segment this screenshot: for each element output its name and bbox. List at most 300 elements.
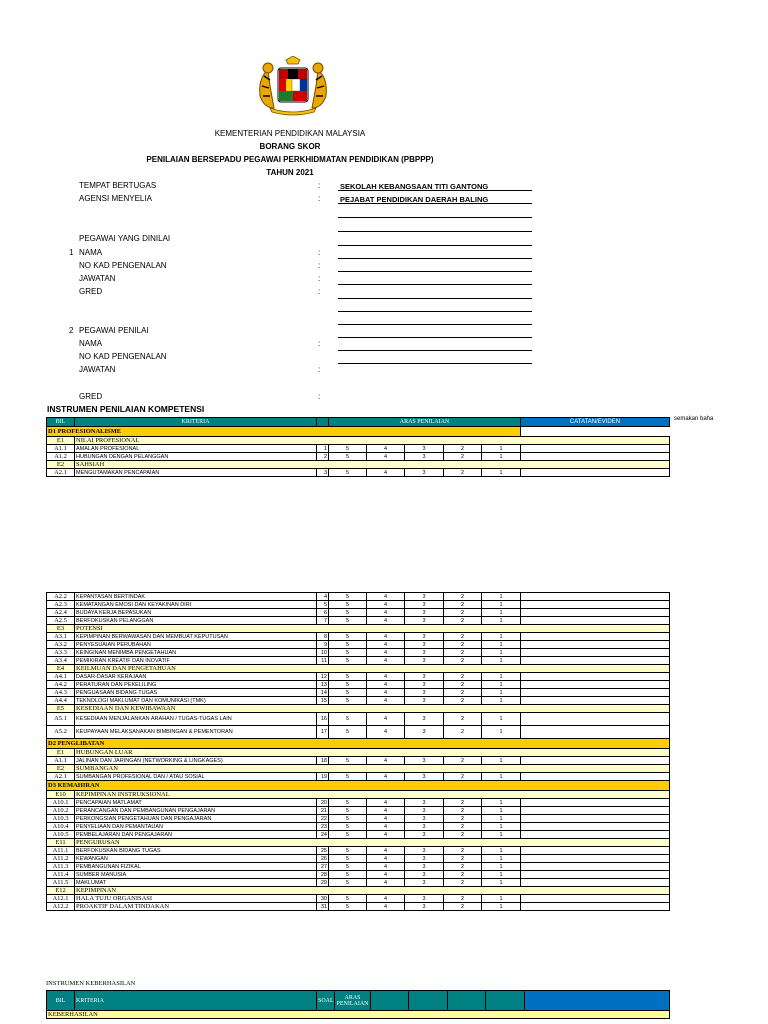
score-cell-3[interactable]: 3 (405, 773, 444, 781)
subsection-code: E4 (47, 665, 75, 673)
criteria-row (47, 807, 670, 815)
catatan-cell[interactable] (521, 657, 670, 665)
kad-label: NO KAD PENGENALAN (79, 261, 167, 270)
criteria-label: PERKONGSIAN PENGETAHUAN DAN PENGAJARAN (75, 815, 317, 823)
score-cell-1[interactable]: 1 (482, 847, 521, 855)
score-cell-2[interactable]: 2 (444, 593, 482, 601)
score-cell-3[interactable]: 3 (405, 641, 444, 649)
subsection-code: E3 (47, 625, 75, 633)
nama-label-2: NAMA (79, 339, 103, 348)
score-cell-5[interactable]: 5 (329, 593, 367, 601)
score-cell-3[interactable]: 3 (405, 617, 444, 625)
score-cell-3[interactable]: 3 (405, 879, 444, 887)
field-line (338, 245, 532, 246)
criteria-code: A2.2 (47, 593, 75, 601)
score-cell-3[interactable]: 3 (405, 847, 444, 855)
score-cell-1[interactable]: 1 (482, 863, 521, 871)
score-cell-1[interactable]: 1 (482, 831, 521, 839)
criteria-row (47, 593, 670, 601)
score-cell-5[interactable]: 5 (329, 681, 367, 689)
score-cell-3[interactable]: 3 (405, 445, 444, 453)
score-cell-4[interactable]: 4 (367, 726, 405, 739)
catatan-cell[interactable] (521, 903, 670, 911)
score-cell-5[interactable]: 5 (329, 657, 367, 665)
score-cell-5[interactable]: 5 (329, 799, 367, 807)
catatan-cell[interactable] (521, 871, 670, 879)
score-cell-1[interactable]: 1 (482, 879, 521, 887)
criteria-row (47, 469, 670, 477)
catatan-cell[interactable] (521, 609, 670, 617)
score-cell-5[interactable]: 5 (329, 601, 367, 609)
score-cell-4[interactable]: 4 (367, 469, 405, 477)
criteria-label: KEPANTASAN BERTINDAK (75, 593, 317, 601)
subsection-code: E10 (47, 791, 75, 799)
score-cell-1[interactable]: 1 (482, 726, 521, 739)
score-cell-5[interactable]: 5 (329, 871, 367, 879)
score-cell-3[interactable]: 3 (405, 823, 444, 831)
score-cell-1[interactable]: 1 (482, 609, 521, 617)
kriteria-header: KRITERIA (75, 991, 317, 1011)
score-cell-1[interactable]: 1 (482, 617, 521, 625)
score-cell-5[interactable]: 5 (329, 773, 367, 781)
blank-header-cell (371, 991, 409, 1011)
criteria-row (47, 681, 670, 689)
score-cell-3[interactable]: 3 (405, 807, 444, 815)
score-cell-4[interactable]: 4 (367, 713, 405, 726)
score-cell-4[interactable]: 4 (367, 823, 405, 831)
score-cell-2[interactable]: 2 (444, 726, 482, 739)
score-cell-4[interactable]: 4 (367, 815, 405, 823)
score-cell-1[interactable]: 1 (482, 633, 521, 641)
score-cell-1[interactable]: 1 (482, 681, 521, 689)
tempat-value: SEKOLAH KEBANGSAAN TITI GANTONG (340, 182, 489, 191)
catatan-cell[interactable] (521, 799, 670, 807)
score-cell-4[interactable]: 4 (367, 617, 405, 625)
criteria-row (47, 855, 670, 863)
catatan-cell[interactable] (521, 863, 670, 871)
score-cell-2[interactable]: 2 (444, 601, 482, 609)
criteria-number: 24 (317, 831, 329, 839)
score-cell-4[interactable]: 4 (367, 799, 405, 807)
score-cell-4[interactable]: 4 (367, 807, 405, 815)
score-cell-5[interactable]: 5 (329, 609, 367, 617)
score-cell-2[interactable]: 2 (444, 617, 482, 625)
gred-label: GRED (79, 287, 103, 296)
score-cell-2[interactable]: 2 (444, 689, 482, 697)
score-cell-1[interactable]: 1 (482, 815, 521, 823)
score-cell-5[interactable]: 5 (329, 726, 367, 739)
criteria-code: A10.5 (47, 831, 75, 839)
gred-label-2: GRED (79, 392, 103, 401)
score-cell-2[interactable]: 2 (444, 469, 482, 477)
catatan-cell[interactable] (521, 617, 670, 625)
score-cell-4[interactable]: 4 (367, 757, 405, 765)
score-cell-1[interactable]: 1 (482, 799, 521, 807)
score-cell-3[interactable]: 3 (405, 681, 444, 689)
score-cell-5[interactable]: 5 (329, 673, 367, 681)
score-cell-1[interactable]: 1 (482, 757, 521, 765)
score-cell-3[interactable]: 3 (405, 673, 444, 681)
score-cell-1[interactable]: 1 (482, 673, 521, 681)
score-cell-5[interactable]: 5 (329, 847, 367, 855)
score-cell-2[interactable]: 2 (444, 633, 482, 641)
criteria-code: A5.2 (47, 726, 75, 739)
tempat-label: TEMPAT BERTUGAS (79, 181, 157, 190)
score-cell-5[interactable]: 5 (329, 903, 367, 911)
score-cell-3[interactable]: 3 (405, 895, 444, 903)
score-cell-4[interactable]: 4 (367, 641, 405, 649)
criteria-label: JALINAN DAN JARINGAN (NETWORKING & LINGKAGES) (75, 757, 317, 765)
field-line (338, 311, 532, 312)
score-cell-2[interactable]: 2 (444, 641, 482, 649)
score-cell-3[interactable]: 3 (405, 863, 444, 871)
colon: : (318, 248, 321, 257)
score-cell-5[interactable]: 5 (329, 649, 367, 657)
score-cell-5[interactable]: 5 (329, 697, 367, 705)
catatan-cell[interactable] (521, 593, 670, 601)
keberhasilan-title: INSTRUMEN KEBERHASILAN (46, 980, 136, 987)
score-cell-1[interactable]: 1 (482, 453, 521, 461)
section-title: INSTRUMEN PENILAIAN KOMPETENSI (47, 404, 205, 414)
bil-header: BIL (47, 418, 75, 427)
score-cell-2[interactable]: 2 (444, 895, 482, 903)
score-cell-5[interactable]: 5 (329, 815, 367, 823)
score-cell-3[interactable]: 3 (405, 855, 444, 863)
criteria-number: 28 (317, 871, 329, 879)
criteria-number: 4 (317, 593, 329, 601)
score-cell-2[interactable]: 2 (444, 657, 482, 665)
score-cell-4[interactable]: 4 (367, 633, 405, 641)
subsection-code: E5 (47, 705, 75, 713)
score-cell-5[interactable]: 5 (329, 855, 367, 863)
subsection-code: E1 (47, 749, 75, 757)
criteria-number: 12 (317, 673, 329, 681)
score-cell-5[interactable]: 5 (329, 831, 367, 839)
criteria-number: 16 (317, 713, 329, 726)
criteria-row (47, 726, 670, 739)
criteria-code: A2.5 (47, 617, 75, 625)
score-cell-3[interactable]: 3 (405, 601, 444, 609)
catatan-cell[interactable] (521, 445, 670, 453)
catatan-cell[interactable] (521, 453, 670, 461)
kad-label-2: NO KAD PENGENALAN (79, 352, 167, 361)
criteria-number: 15 (317, 697, 329, 705)
score-cell-4[interactable]: 4 (367, 895, 405, 903)
criteria-number: 31 (317, 903, 329, 911)
criteria-number: 22 (317, 815, 329, 823)
score-cell-2[interactable]: 2 (444, 673, 482, 681)
score-cell-5[interactable]: 5 (329, 617, 367, 625)
score-cell-3[interactable]: 3 (405, 757, 444, 765)
criteria-row (47, 879, 670, 887)
score-cell-2[interactable]: 2 (444, 609, 482, 617)
catatan-cell[interactable] (521, 815, 670, 823)
score-cell-5[interactable]: 5 (329, 633, 367, 641)
criteria-number: 8 (317, 633, 329, 641)
score-cell-2[interactable]: 2 (444, 649, 482, 657)
keberhasilan-table (46, 990, 670, 1019)
catatan-cell[interactable] (521, 689, 670, 697)
field-line (338, 203, 532, 204)
score-cell-4[interactable]: 4 (367, 689, 405, 697)
criteria-row (47, 847, 670, 855)
catatan-cell[interactable] (521, 879, 670, 887)
score-cell-3[interactable]: 3 (405, 593, 444, 601)
criteria-row (47, 649, 670, 657)
score-cell-4[interactable]: 4 (367, 903, 405, 911)
catatan-cell[interactable] (521, 855, 670, 863)
section-row (47, 427, 670, 437)
score-cell-3[interactable]: 3 (405, 697, 444, 705)
criteria-row (47, 445, 670, 453)
criteria-row (47, 831, 670, 839)
score-cell-2[interactable]: 2 (444, 697, 482, 705)
table-header (47, 418, 670, 427)
criteria-label: TEKNOLOGI MAKLUMAT DAN KOMUNIKASI (TMK) (75, 697, 317, 705)
score-cell-2[interactable]: 2 (444, 757, 482, 765)
score-cell-3[interactable]: 3 (405, 726, 444, 739)
score-cell-3[interactable]: 3 (405, 689, 444, 697)
criteria-label: PENYESUAIAN PERUBAHAN (75, 641, 317, 649)
score-cell-1[interactable]: 1 (482, 807, 521, 815)
criteria-row (47, 609, 670, 617)
catatan-cell[interactable] (521, 601, 670, 609)
field-line (338, 337, 532, 338)
score-cell-2[interactable]: 2 (444, 773, 482, 781)
criteria-code: A11.4 (47, 871, 75, 879)
criteria-code: A10.4 (47, 823, 75, 831)
score-cell-1[interactable]: 1 (482, 903, 521, 911)
score-cell-2[interactable]: 2 (444, 855, 482, 863)
score-cell-3[interactable]: 3 (405, 633, 444, 641)
criteria-number: 3 (317, 469, 329, 477)
score-cell-4[interactable]: 4 (367, 697, 405, 705)
score-cell-3[interactable]: 3 (405, 609, 444, 617)
score-cell-3[interactable]: 3 (405, 815, 444, 823)
criteria-code: A10.3 (47, 815, 75, 823)
criteria-code: A3.2 (47, 641, 75, 649)
score-cell-5[interactable]: 5 (329, 807, 367, 815)
catatan-cell[interactable] (521, 633, 670, 641)
section-label: D2 PENGLIBATAN (47, 739, 670, 749)
score-cell-2[interactable]: 2 (444, 815, 482, 823)
score-cell-2[interactable]: 2 (444, 831, 482, 839)
criteria-label: PROAKTIF DALAM TINDAKAN (75, 903, 317, 911)
score-cell-5[interactable]: 5 (329, 453, 367, 461)
criteria-row (47, 903, 670, 911)
score-cell-4[interactable]: 4 (367, 847, 405, 855)
score-cell-2[interactable]: 2 (444, 863, 482, 871)
score-cell-4[interactable]: 4 (367, 609, 405, 617)
score-cell-2[interactable]: 2 (444, 847, 482, 855)
catatan-cell[interactable] (521, 681, 670, 689)
catatan-cell[interactable] (521, 773, 670, 781)
score-cell-2[interactable]: 2 (444, 823, 482, 831)
score-cell-4[interactable]: 4 (367, 855, 405, 863)
score-cell-1[interactable]: 1 (482, 593, 521, 601)
catatan-cell[interactable] (521, 649, 670, 657)
score-cell-3[interactable]: 3 (405, 453, 444, 461)
score-cell-1[interactable]: 1 (482, 601, 521, 609)
criteria-row (47, 453, 670, 461)
score-cell-2[interactable]: 2 (444, 879, 482, 887)
subsection-code: E1 (47, 437, 75, 445)
score-cell-5[interactable]: 5 (329, 713, 367, 726)
criteria-row (47, 601, 670, 609)
criteria-label: KEUPAYAAN MELAKSANAKAN BIMBINGAN & PEMENTORAN (75, 726, 317, 739)
score-cell-5[interactable]: 5 (329, 879, 367, 887)
catatan-cell[interactable] (521, 713, 670, 726)
score-cell-4[interactable]: 4 (367, 649, 405, 657)
criteria-number: 5 (317, 601, 329, 609)
field-line (338, 190, 532, 191)
keberhasilan-header-row (47, 991, 670, 1011)
catatan-cell[interactable] (521, 757, 670, 765)
catatan-cell[interactable] (521, 807, 670, 815)
subsection-label: KEPIMPINAN INSTRUKSIONAL (75, 791, 670, 799)
agensi-label: AGENSI MENYELIA (79, 194, 152, 203)
catatan-cell[interactable] (521, 847, 670, 855)
score-cell-2[interactable]: 2 (444, 681, 482, 689)
catatan-cell[interactable] (521, 823, 670, 831)
side-note: semakan baha (674, 416, 714, 422)
blank-header-cell (409, 991, 448, 1011)
score-cell-1[interactable]: 1 (482, 895, 521, 903)
score-cell-1[interactable]: 1 (482, 871, 521, 879)
score-cell-5[interactable]: 5 (329, 863, 367, 871)
criteria-code: A3.1 (47, 633, 75, 641)
score-cell-3[interactable]: 3 (405, 713, 444, 726)
score-cell-1[interactable]: 1 (482, 469, 521, 477)
catatan-cell[interactable] (521, 641, 670, 649)
field-line (338, 363, 532, 364)
subsection-row (47, 749, 670, 757)
score-cell-4[interactable]: 4 (367, 681, 405, 689)
criteria-label: PERANCANGAN DAN PEMBANGUNAN PENGAJARAN (75, 807, 317, 815)
score-cell-5[interactable]: 5 (329, 469, 367, 477)
criteria-row (47, 689, 670, 697)
score-cell-1[interactable]: 1 (482, 641, 521, 649)
score-cell-4[interactable]: 4 (367, 657, 405, 665)
score-cell-3[interactable]: 3 (405, 657, 444, 665)
score-cell-4[interactable]: 4 (367, 593, 405, 601)
score-cell-4[interactable]: 4 (367, 453, 405, 461)
criteria-code: A11.2 (47, 855, 75, 863)
pegawai-penilai-label: PEGAWAI PENILAI (79, 326, 149, 335)
criteria-row (47, 697, 670, 705)
document-year: TAHUN 2021 (266, 168, 314, 177)
bil-header: BIL (47, 991, 75, 1011)
score-cell-2[interactable]: 2 (444, 453, 482, 461)
criteria-label: KESEDIAAN MENJALANKAN ARAHAN / TUGAS-TUGAS LAIN (75, 713, 317, 726)
criteria-label: AMALAN PROFESIONAL (75, 445, 317, 453)
subsection-code: E2 (47, 461, 75, 469)
catatan-cell[interactable] (521, 673, 670, 681)
subsection-row (47, 705, 670, 713)
score-cell-3[interactable]: 3 (405, 831, 444, 839)
form-title: BORANG SKOR (259, 142, 321, 151)
score-cell-3[interactable]: 3 (405, 871, 444, 879)
subsection-code: E12 (47, 887, 75, 895)
score-cell-5[interactable]: 5 (329, 689, 367, 697)
score-cell-2[interactable]: 2 (444, 807, 482, 815)
catatan-cell[interactable] (521, 697, 670, 705)
criteria-label: KEWANGAN (75, 855, 317, 863)
field-line (338, 350, 532, 351)
score-cell-3[interactable]: 3 (405, 799, 444, 807)
criteria-row (47, 617, 670, 625)
score-cell-4[interactable]: 4 (367, 863, 405, 871)
score-cell-4[interactable]: 4 (367, 773, 405, 781)
catatan-cell[interactable] (521, 895, 670, 903)
score-cell-5[interactable]: 5 (329, 757, 367, 765)
document-title: PENILAIAN BERSEPADU PEGAWAI PERKHIDMATAN PENDIDIKAN (PBPPP) (146, 155, 434, 164)
criteria-number: 29 (317, 879, 329, 887)
score-cell-2[interactable]: 2 (444, 445, 482, 453)
score-cell-5[interactable]: 5 (329, 823, 367, 831)
score-cell-4[interactable]: 4 (367, 673, 405, 681)
blank-header-cell (448, 991, 486, 1011)
score-cell-1[interactable]: 1 (482, 713, 521, 726)
score-cell-3[interactable]: 3 (405, 469, 444, 477)
score-cell-4[interactable]: 4 (367, 445, 405, 453)
malaysia-coat-of-arms-emblem (248, 56, 338, 118)
criteria-number: 23 (317, 823, 329, 831)
score-cell-1[interactable]: 1 (482, 445, 521, 453)
criteria-row (47, 823, 670, 831)
criteria-code: A1.2 (47, 453, 75, 461)
keberhasilan-sub-label: KEBERHASILAN (47, 1011, 670, 1019)
score-cell-4[interactable]: 4 (367, 879, 405, 887)
colon: : (318, 339, 321, 348)
score-cell-3[interactable]: 3 (405, 649, 444, 657)
score-cell-4[interactable]: 4 (367, 831, 405, 839)
catatan-cell[interactable] (521, 726, 670, 739)
score-cell-4[interactable]: 4 (367, 871, 405, 879)
criteria-label: KEPIMPINAN BERWAWASAN DAN MEMBUAT KEPUTUSAN (75, 633, 317, 641)
score-cell-5[interactable]: 5 (329, 641, 367, 649)
score-cell-5[interactable]: 5 (329, 895, 367, 903)
criteria-code: A4.1 (47, 673, 75, 681)
subsection-label: SUMBANGAN (75, 765, 670, 773)
score-cell-1[interactable]: 1 (482, 657, 521, 665)
field-line (338, 271, 532, 272)
criteria-code: A10.1 (47, 799, 75, 807)
score-cell-2[interactable]: 2 (444, 871, 482, 879)
score-cell-1[interactable]: 1 (482, 855, 521, 863)
score-cell-5[interactable]: 5 (329, 445, 367, 453)
score-cell-1[interactable]: 1 (482, 689, 521, 697)
criteria-code: A2.1 (47, 773, 75, 781)
score-cell-1[interactable]: 1 (482, 823, 521, 831)
score-cell-3[interactable]: 3 (405, 903, 444, 911)
aras-header: ARAS PENILAIAN (329, 418, 521, 427)
score-cell-1[interactable]: 1 (482, 649, 521, 657)
score-cell-1[interactable]: 1 (482, 773, 521, 781)
score-cell-2[interactable]: 2 (444, 713, 482, 726)
criteria-code: A11.5 (47, 879, 75, 887)
catatan-cell[interactable] (521, 469, 670, 477)
criteria-number: 26 (317, 855, 329, 863)
catatan-cell[interactable] (521, 831, 670, 839)
score-cell-2[interactable]: 2 (444, 903, 482, 911)
score-cell-1[interactable]: 1 (482, 697, 521, 705)
criteria-label: PEMBELAJARAN DAN PENGAJARAN (75, 831, 317, 839)
score-cell-4[interactable]: 4 (367, 601, 405, 609)
score-cell-2[interactable]: 2 (444, 799, 482, 807)
colon: : (318, 274, 321, 283)
subsection-label: POTENSI (75, 625, 670, 633)
